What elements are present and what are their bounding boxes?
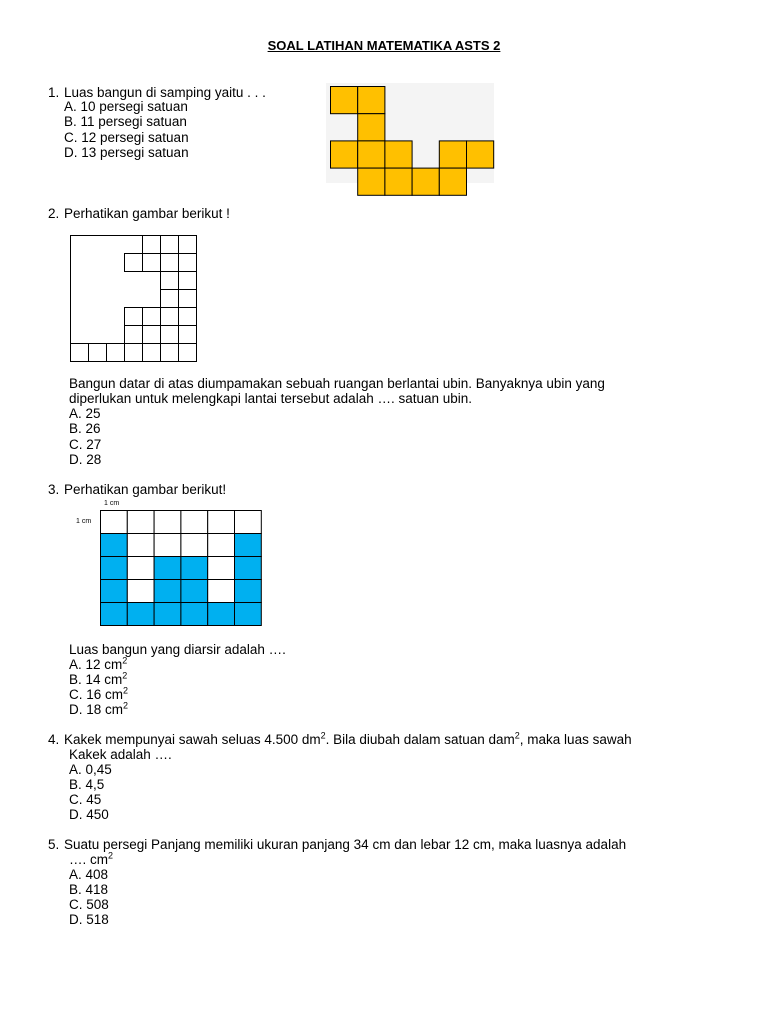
shaded-cell: [154, 557, 181, 580]
q1-stem: [48, 85, 266, 100]
yellow-unit-square: [331, 87, 358, 114]
floor-tile: [143, 344, 161, 362]
floor-tile: [161, 272, 179, 290]
grid-cell: [181, 534, 208, 557]
q4-option-c[interactable]: C. 45: [69, 792, 102, 807]
floor-tile: [161, 254, 179, 272]
floor-tile: [179, 254, 197, 272]
shaded-cell: [235, 580, 262, 603]
yellow-unit-square: [331, 141, 358, 168]
floor-tile: [179, 344, 197, 362]
q5-option-b[interactable]: B. 418: [69, 882, 109, 897]
q3-number: 3.: [48, 482, 60, 497]
floor-tile: [161, 308, 179, 326]
q4-option-b[interactable]: B. 4,5: [69, 777, 105, 792]
grid-cell: [181, 511, 208, 534]
floor-tile: [125, 344, 143, 362]
floor-tile: [125, 308, 143, 326]
q5-line2: …. $cm^2$: [69, 850, 114, 867]
floor-tile: [161, 236, 179, 254]
q2-option-a[interactable]: A. 25: [69, 406, 101, 421]
floor-tile: [179, 236, 197, 254]
room-outline: [71, 236, 197, 362]
q3-question: Luas bangun yang diarsir adalah ….: [69, 642, 286, 657]
yellow-unit-square: [358, 114, 385, 141]
q2-option-b[interactable]: B. 26: [69, 421, 101, 436]
yellow-unit-square: [467, 141, 494, 168]
yellow-unit-square: [385, 141, 412, 168]
q1-stem-text: Luas bangun di samping yaitu . . .: [64, 85, 266, 100]
q4-number: 4.: [48, 732, 60, 747]
shaded-cell: [101, 580, 128, 603]
floor-tile: [89, 344, 107, 362]
q2-option-d[interactable]: D. 28: [69, 452, 102, 467]
grid-cell: [208, 534, 235, 557]
q3-stem: [48, 482, 226, 497]
q5-option-c[interactable]: C. 508: [69, 897, 109, 912]
floor-tile: [143, 254, 161, 272]
q2-tile-floor-figure: [70, 235, 200, 361]
q3-shaded-grid-figure: [100, 510, 262, 626]
grid-cell: [127, 580, 154, 603]
q2-text-line1: Bangun datar di atas diumpamakan sebuah ruangan berlantai ubin. Banyaknya ubin yang: [69, 376, 605, 391]
yellow-unit-square: [358, 141, 385, 168]
yellow-unit-square: [358, 87, 385, 114]
floor-tile: [71, 344, 89, 362]
shaded-cell: [127, 603, 154, 626]
grid-cell: [127, 511, 154, 534]
q5-option-a[interactable]: A. 408: [69, 867, 109, 882]
q3-option-d[interactable]: D. 18 $cm^2$: [69, 700, 129, 717]
floor-tile: [107, 344, 125, 362]
shaded-cell: [235, 557, 262, 580]
shaded-cell: [181, 557, 208, 580]
q3-label-top: 1 cm: [104, 500, 120, 507]
q3-stem-text: Perhatikan gambar berikut!: [64, 482, 227, 497]
grid-cell: [235, 511, 262, 534]
floor-tile: [143, 326, 161, 344]
shaded-cell: [181, 603, 208, 626]
grid-cell: [101, 511, 128, 534]
q1-yellow-shape-figure: [330, 86, 495, 182]
shaded-cell: [208, 603, 235, 626]
grid-cell: [154, 534, 181, 557]
page-title: SOAL LATIHAN MATEMATIKA ASTS 2: [267, 38, 501, 53]
q5-line1: 5. Suatu persegi Panjang memiliki ukuran panjang 34 cm dan lebar 12 cm, maka luasnya adalah: [48, 837, 627, 852]
q5-option-d[interactable]: D. 518: [69, 912, 109, 927]
floor-tile: [143, 308, 161, 326]
floor-tile: [179, 272, 197, 290]
q1-option-a[interactable]: A. 10 persegi satuan: [64, 99, 188, 114]
grid-cell: [208, 580, 235, 603]
q3-option-b[interactable]: B. 14 $cm^2$: [69, 670, 128, 687]
yellow-unit-square: [412, 168, 439, 195]
yellow-unit-square: [439, 141, 466, 168]
yellow-unit-square: [439, 168, 466, 195]
q4-line2: Kakek adalah ….: [69, 747, 172, 762]
shaded-cell: [235, 534, 262, 557]
shaded-cell: [154, 580, 181, 603]
q3-option-a[interactable]: A. 12 $cm^2$: [69, 655, 128, 672]
floor-tile: [125, 326, 143, 344]
shaded-cell: [181, 580, 208, 603]
shaded-cell: [101, 603, 128, 626]
grid-cell: [127, 534, 154, 557]
yellow-unit-square: [358, 168, 385, 195]
q1-option-c[interactable]: C. 12 persegi satuan: [64, 130, 189, 145]
q5-number: 5.: [48, 837, 60, 852]
q1-option-b[interactable]: B. 11 persegi satuan: [64, 114, 187, 129]
q1-number: 1.: [48, 85, 60, 100]
q2-stem-text: Perhatikan gambar berikut !: [64, 206, 230, 221]
floor-tile: [179, 326, 197, 344]
grid-cell: [208, 511, 235, 534]
shaded-cell: [101, 557, 128, 580]
floor-tile: [143, 236, 161, 254]
shaded-cell: [235, 603, 262, 626]
floor-tile: [179, 290, 197, 308]
grid-cell: [154, 511, 181, 534]
shaded-cell: [154, 603, 181, 626]
q3-option-c[interactable]: C. 16 $cm^2$: [69, 685, 129, 702]
q2-stem: [48, 206, 230, 221]
q4-option-a[interactable]: A. 0,45: [69, 762, 112, 777]
q2-option-c[interactable]: C. 27: [69, 437, 102, 452]
q2-text-line2: diperlukan untuk melengkapi lantai tersebut adalah …. satuan ubin.: [69, 391, 473, 406]
floor-tile: [161, 290, 179, 308]
floor-tile: [125, 254, 143, 272]
grid-cell: [208, 557, 235, 580]
q2-number: 2.: [48, 206, 60, 221]
floor-tile: [161, 344, 179, 362]
grid-cell: [127, 557, 154, 580]
shaded-cell: [101, 534, 128, 557]
q1-option-d[interactable]: D. 13 persegi satuan: [64, 145, 189, 160]
q3-label-left: 1 cm: [76, 518, 92, 525]
yellow-unit-square: [385, 168, 412, 195]
q4-option-d[interactable]: D. 450: [69, 807, 109, 822]
floor-tile: [161, 326, 179, 344]
floor-tile: [179, 308, 197, 326]
q4-line1: 4. Kakek mempunyai sawah seluas 4.500 $dm^2$. Bila diubah dalam satuan dam$^2$, maka luas sawah: [48, 730, 632, 747]
